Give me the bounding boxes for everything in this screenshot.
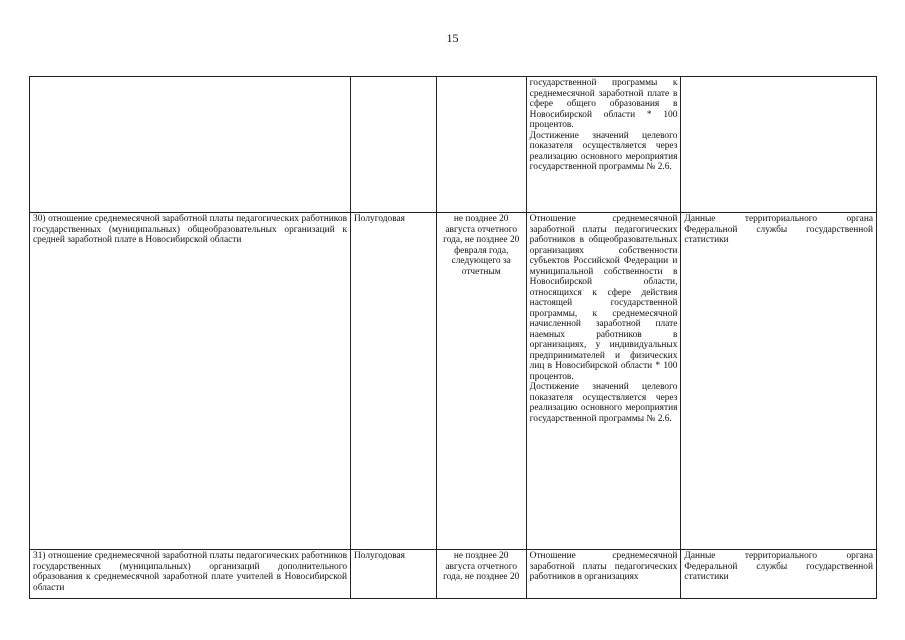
table-row <box>30 213 877 550</box>
method-cell <box>526 213 681 550</box>
method-cell <box>526 550 681 599</box>
periodicity-cell: Полугодовая <box>351 213 437 550</box>
indicator-cell <box>30 77 351 213</box>
method-paragraph: государственной программы к среднемесячной заработной плате в сфере общего образования в Новосибирской области * 100 процентов. <box>529 78 678 130</box>
source-cell: Данные территориального органа Федеральной службы государственной статистики <box>681 213 877 550</box>
source-cell <box>681 550 877 599</box>
periodicity-cell <box>351 77 437 213</box>
periodicity-cell <box>351 550 437 599</box>
indicators-table <box>29 76 877 599</box>
indicator-text: 31) отношение среднемесячной заработной платы педагогических работников государственных (муниципальных) организаций дополнительного образования к среднемесячной заработной плате учителей в Новосибирской области <box>33 551 348 593</box>
indicator-cell: 30) отношение среднемесячной заработной платы педагогических работников государственных (муниципальных) общеобразовательных организаций к средней заработной плате в Новосибирской области <box>30 213 351 550</box>
deadline-cell <box>436 77 526 213</box>
method-paragraph: Достижение значений целевого показателя осуществляется через реализацию основного мероприятия государственной программы № 2.6. <box>529 130 678 172</box>
method-paragraph: Отношение среднемесячной заработной платы педагогических работников в организациях <box>529 551 678 582</box>
method-paragraph: Отношение среднемесячной заработной платы педагогических работников в общеобразовательных организациях собственности субъектов Российской Федерации и муниципальной собственности в Новосибирской области, относящихся к сфере действия настоящей государственной программы, к среднемесячной начисленной заработной плате наемных работников в организациях, у индивидуальных предпринимателей и физических лиц в Новосибирской области * 100 процентов. <box>529 214 678 382</box>
method-paragraph: Достижение значений целевого показателя осуществляется через реализацию основного мероприятия государственной программы № 2.6. <box>529 382 678 424</box>
source-text: Данные территориального органа Федеральной службы государственной статистики <box>684 551 873 582</box>
deadline-cell <box>436 550 526 599</box>
page-number: 15 <box>446 31 459 45</box>
deadline-text: не позднее 20 августа отчетного года, не позднее 20 <box>443 551 520 582</box>
periodicity-text: Полугодовая <box>354 551 405 561</box>
indicator-cell <box>30 550 351 599</box>
table-row <box>30 77 877 213</box>
table-row <box>30 550 877 599</box>
method-cell <box>526 77 681 213</box>
deadline-cell: не позднее 20 августа отчетного года, не позднее 20 февраля года, следующего за отчетным <box>436 213 526 550</box>
source-cell <box>681 77 877 213</box>
